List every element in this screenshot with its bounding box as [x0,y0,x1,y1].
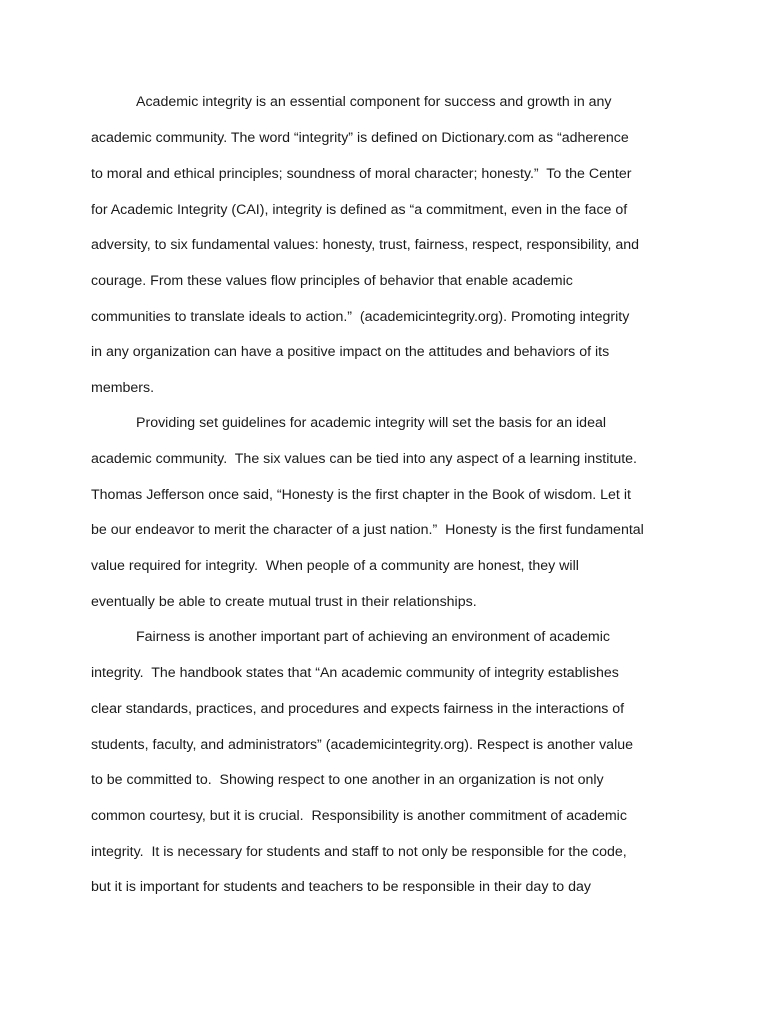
paragraph-1-line-2: academic community. The word “integrity” is defined on Dictionary.com as “adherence [91,130,629,146]
paragraph-1-line-7: communities to translate ideals to action.” (academicintegrity.org). Promoting integrity [91,309,630,325]
paragraph-3-line-4: students, faculty, and administrators” (academicintegrity.org). Respect is another value [91,737,633,753]
paragraph-3-line-3: clear standards, practices, and procedures and expects fairness in the interactions of [91,701,625,717]
paragraph-3-line-1: Fairness is another important part of achieving an environment of academic [136,629,610,645]
paragraph-1-line-6: courage. From these values flow principles of behavior that enable academic [91,273,573,289]
paragraph-3-line-7: integrity. It is necessary for students and staff to not only be responsible for the code, [91,844,627,860]
paragraph-1-line-1: Academic integrity is an essential component for success and growth in any [136,94,612,110]
paragraph-1-line-3: to moral and ethical principles; soundness of moral character; honesty.” To the Center [91,166,632,182]
paragraph-2-line-3: Thomas Jefferson once said, “Honesty is the first chapter in the Book of wisdom. Let it [91,487,631,503]
paragraph-2-line-5: value required for integrity. When people of a community are honest, they will [91,558,579,574]
paragraph-1-line-5: adversity, to six fundamental values: honesty, trust, fairness, respect, responsibility, and [91,237,640,253]
paragraph-3-line-6: common courtesy, but it is crucial. Responsibility is another commitment of academic [91,808,627,824]
paragraph-3-line-2: integrity. The handbook states that “An academic community of integrity establishes [91,665,619,681]
paragraph-3-line-8: but it is important for students and teachers to be responsible in their day to day [91,879,591,895]
paragraph-3-line-5: to be committed to. Showing respect to one another in an organization is not only [91,772,604,788]
paragraph-1-line-4: for Academic Integrity (CAI), integrity is defined as “a commitment, even in the face of [91,202,628,218]
paragraph-2-line-6: eventually be able to create mutual trust in their relationships. [91,594,477,610]
paragraph-1-line-9: members. [91,380,155,396]
paragraph-2-line-4: be our endeavor to merit the character of a just nation.” Honesty is the first fundamental [91,522,644,538]
paragraph-2-line-2: academic community. The six values can be tied into any aspect of a learning institute. [91,451,637,467]
paragraph-2-line-1: Providing set guidelines for academic integrity will set the basis for an ideal [136,415,607,431]
paragraph-1-line-8: in any organization can have a positive impact on the attitudes and behaviors of its [91,344,610,360]
